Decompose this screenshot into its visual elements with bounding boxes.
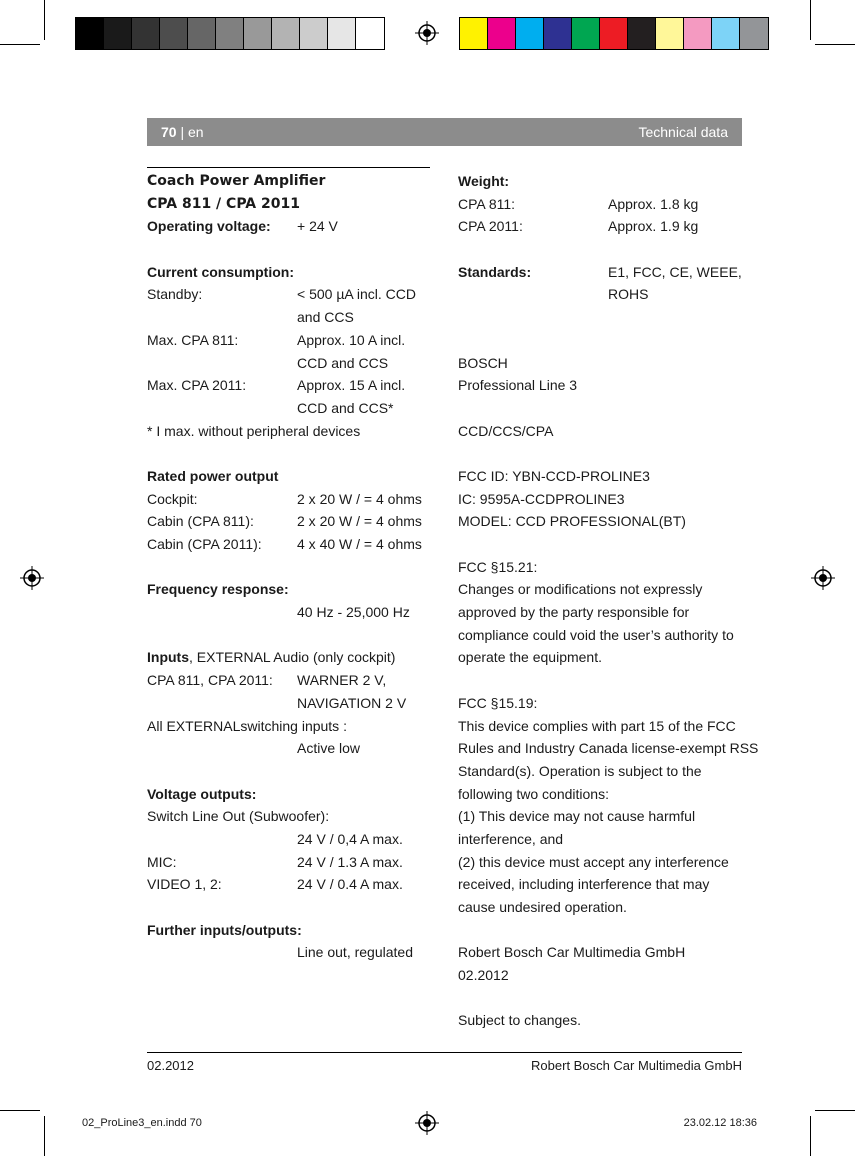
spec-label: VIDEO 1, 2: <box>147 876 222 893</box>
spec-label: Standby: <box>147 286 203 303</box>
right-column <box>458 170 759 1032</box>
spec-value: Approx. 1.8 kg <box>608 195 699 212</box>
registration-mark-icon <box>20 566 44 590</box>
color-swatch <box>628 18 656 49</box>
section-title: Technical data <box>638 124 728 140</box>
spec-value: 24 V / 0,4 A max. <box>297 830 403 847</box>
spec-value: and CCS <box>297 309 354 326</box>
brand-text: BOSCH <box>458 354 508 371</box>
spec-label: Switch Line Out (Subwoofer): <box>147 808 330 825</box>
fcc-section-title: FCC §15.21: <box>458 558 538 575</box>
spec-label: All EXTERNALswitching inputs : <box>147 717 347 734</box>
slug-timestamp: 23.02.12 18:36 <box>683 1117 757 1129</box>
color-swatch <box>328 18 356 49</box>
color-swatch <box>216 18 244 49</box>
date-text: 02.2012 <box>458 967 509 984</box>
color-swatch <box>300 18 328 49</box>
color-swatch <box>740 18 768 49</box>
footnote: * I max. without peripheral devices <box>147 422 361 439</box>
spec-value: 2 x 20 W / = 4 ohms <box>297 490 422 507</box>
paragraph-line: Changes or modifications not expressly <box>458 581 703 598</box>
spec-value: 4 x 40 W / = 4 ohms <box>297 536 422 552</box>
spec-value: ROHS <box>608 286 649 303</box>
spec-value: CCD and CCS <box>297 354 389 371</box>
spec-value: < 500 µA incl. CCD <box>297 286 416 303</box>
registration-mark-icon <box>415 1111 439 1135</box>
color-swatch <box>160 18 188 49</box>
paragraph-line: (2) this device must accept any interference <box>458 853 729 870</box>
spec-label: Cockpit: <box>147 490 198 507</box>
color-swatch <box>272 18 300 49</box>
fcc-id-text: FCC ID: YBN-CCD-PROLINE3 <box>458 467 650 484</box>
footer-date: 02.2012 <box>147 1058 194 1073</box>
product-line-text: Professional Line 3 <box>458 377 578 394</box>
paragraph-line: compliance could void the user’s authority to <box>458 626 734 643</box>
product-models-title: CPA 811 / CPA 2011 <box>147 195 300 212</box>
spec-row <box>147 215 437 238</box>
registration-mark-icon <box>811 566 835 590</box>
crop-mark <box>0 1110 40 1111</box>
paragraph-line: following two conditions: <box>458 785 609 802</box>
page-number: 70 <box>161 124 177 140</box>
crop-mark <box>815 1110 855 1111</box>
paragraph-line: interference, and <box>458 830 564 847</box>
spec-value: 40 Hz - 25,000 Hz <box>297 604 410 621</box>
spec-value: WARNER 2 V, <box>297 672 387 689</box>
crop-mark <box>815 44 855 45</box>
spec-label: CPA 811, CPA 2011: <box>147 672 273 689</box>
section-heading: Weight: <box>458 173 510 189</box>
color-swatch <box>684 18 712 49</box>
spec-value: 24 V / 1.3 A max. <box>297 853 403 870</box>
spec-label: Max. CPA 811: <box>147 331 239 348</box>
paragraph-line: Standard(s). Operation is subject to the <box>458 762 702 779</box>
color-calibration-bar <box>459 17 769 50</box>
paragraph-line: Rules and Industry Canada license-exempt RSS <box>458 740 759 757</box>
crop-mark <box>44 0 45 40</box>
color-swatch <box>76 18 104 49</box>
section-heading: Current consumption: <box>147 263 294 280</box>
section-heading: Frequency response: <box>147 581 289 598</box>
registration-mark-icon <box>415 21 439 45</box>
paragraph-line: (1) This device may not cause harmful <box>458 808 696 825</box>
footer-rule <box>147 1052 742 1053</box>
spec-value: 2 x 20 W / = 4 ohms <box>297 513 422 530</box>
section-heading: Standards: <box>458 263 532 280</box>
paragraph-line: received, including interference that may <box>458 876 710 893</box>
color-swatch <box>132 18 160 49</box>
spec-value: CCD and CCS* <box>297 399 394 416</box>
color-swatch <box>656 18 684 49</box>
spec-value: Active low <box>297 740 361 757</box>
title-rule <box>147 167 430 168</box>
ic-text: IC: 9595A-CCDPROLINE3 <box>458 490 625 507</box>
color-swatch <box>244 18 272 49</box>
header-page-info <box>161 124 204 140</box>
color-swatch <box>104 18 132 49</box>
paragraph-line: approved by the party responsible for <box>458 604 690 621</box>
spec-value: Approx. 1.9 kg <box>608 218 699 235</box>
color-swatch <box>488 18 516 49</box>
spec-label: Cabin (CPA 2011): <box>147 536 262 552</box>
crop-mark <box>810 1116 811 1156</box>
spec-label: CPA 811: <box>458 195 516 212</box>
paragraph-line: This device complies with part 15 of the FCC <box>458 717 736 734</box>
section-heading: Inputs <box>147 649 189 666</box>
slug-filename: 02_ProLine3_en.indd 70 <box>82 1117 202 1129</box>
color-swatch <box>516 18 544 49</box>
section-heading: Rated power output <box>147 467 279 484</box>
crop-mark <box>44 1116 45 1156</box>
disclaimer-text: Subject to changes. <box>458 1012 581 1029</box>
model-text: MODEL: CCD PROFESSIONAL(BT) <box>458 513 686 530</box>
color-swatch <box>356 18 384 49</box>
left-column <box>147 170 437 964</box>
spec-value: 24 V / 0.4 A max. <box>297 876 403 893</box>
spec-value: Approx. 15 A incl. <box>297 377 406 394</box>
spec-label: CPA 2011: <box>458 218 523 235</box>
grayscale-calibration-bar <box>75 17 385 50</box>
color-swatch <box>544 18 572 49</box>
section-heading: Further inputs/outputs: <box>147 921 302 938</box>
crop-mark <box>810 0 811 40</box>
product-title: Coach Power Amplifier <box>147 173 326 189</box>
spec-value: E1, FCC, CE, WEEE, <box>608 263 742 280</box>
color-swatch <box>600 18 628 49</box>
spec-value: Approx. 10 A incl. <box>297 331 406 348</box>
paragraph-line: cause undesired operation. <box>458 899 627 915</box>
spec-value: Line out, regulated <box>297 944 413 961</box>
company-text: Robert Bosch Car Multimedia GmbH <box>458 944 686 961</box>
spec-value: NAVIGATION 2 V <box>297 694 407 711</box>
section-heading-rest: , EXTERNAL Audio (only cockpit) <box>189 649 396 666</box>
spec-label: Cabin (CPA 811): <box>147 513 254 530</box>
spec-label: Operating voltage: <box>147 218 271 235</box>
language-label: | en <box>180 124 204 140</box>
paragraph-line: operate the equipment. <box>458 649 602 666</box>
color-swatch <box>460 18 488 49</box>
section-heading: Voltage outputs: <box>147 785 257 802</box>
color-swatch <box>712 18 740 49</box>
page-header <box>147 118 742 146</box>
models-text: CCD/CCS/CPA <box>458 422 554 439</box>
spec-label: Max. CPA 2011: <box>147 377 247 394</box>
spec-value: + 24 V <box>297 218 338 235</box>
crop-mark <box>0 44 40 45</box>
footer-company: Robert Bosch Car Multimedia GmbH <box>531 1058 742 1073</box>
spec-label: MIC: <box>147 853 177 870</box>
fcc-section-title: FCC §15.19: <box>458 694 538 711</box>
color-swatch <box>572 18 600 49</box>
color-swatch <box>188 18 216 49</box>
